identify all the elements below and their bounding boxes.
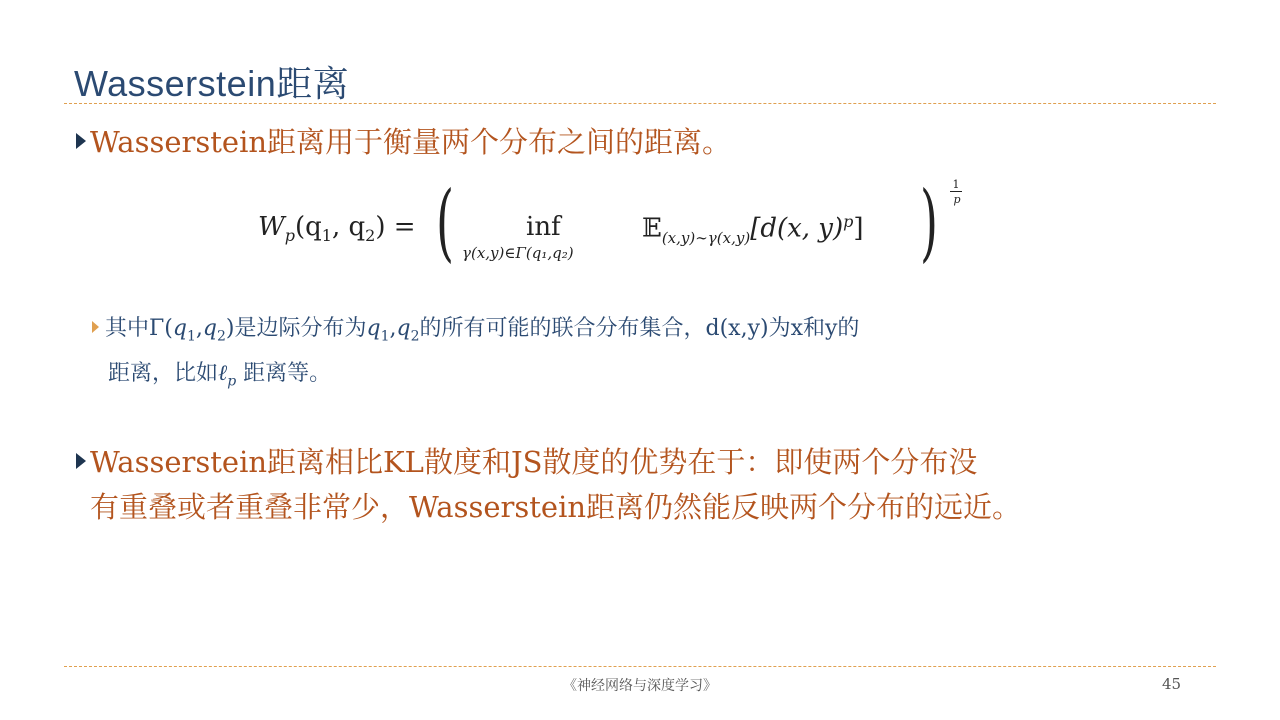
sub-sep-2: , (389, 316, 397, 341)
sub-ell: ℓ (218, 361, 228, 387)
bullet-advantage-line2: 有重叠或者重叠非常少，Wasserstein距离仍然能反映两个分布的远近。 (90, 490, 1022, 524)
formula-expectation-sub: (x,y)∼γ(x,y) (661, 228, 751, 247)
formula-lhs: W (258, 212, 285, 242)
wasserstein-formula (258, 173, 978, 276)
formula-exp-bar (950, 191, 962, 192)
formula-q2-sub: 2 (365, 226, 376, 246)
bullet-definition-text: Wasserstein距离用于衡量两个分布之间的距离。 (90, 125, 732, 159)
sub-bullet-triangle-icon (92, 321, 99, 333)
formula-lhs-sub: p (284, 226, 295, 246)
sub-q2-index: 2 (216, 328, 226, 345)
sub-q2b: q (396, 316, 411, 341)
footer-divider (64, 666, 1216, 667)
sub-q2: q (202, 316, 217, 341)
formula-exp-den: p (953, 193, 961, 206)
bullet-definition (76, 122, 731, 162)
formula-eq: ) = (375, 212, 416, 242)
formula-q1-sub: 1 (321, 226, 332, 246)
right-paren: ) (920, 173, 939, 271)
sub-q1b-index: 1 (380, 328, 390, 345)
sub-text-3: 的所有可能的联合分布集合，d(x,y)为x和y的 (419, 316, 860, 341)
sub-ell-index: p (227, 373, 237, 390)
bullet-advantage-line1: Wasserstein距离相比KL散度和JS散度的优势在于：即使两个分布没 (90, 445, 978, 479)
sub-text-1: 其中Γ( (105, 316, 173, 341)
sub-text-2: )是边际分布为 (225, 316, 367, 341)
formula-body-sup: p (843, 212, 854, 231)
formula-args-open: (q (294, 212, 322, 242)
title-divider (64, 103, 1216, 104)
formula-body: [d(x, y) (750, 213, 844, 244)
sub-q1: q (172, 316, 187, 341)
sub-text-4: 距离，比如 (108, 361, 219, 387)
formula-exp-num: 1 (952, 178, 960, 191)
bullet-triangle-icon (76, 453, 86, 469)
formula-inf: inf (526, 212, 561, 242)
sub-q1-index: 1 (186, 328, 196, 345)
formula-body-close: ] (853, 213, 864, 244)
sub-q1b: q (366, 316, 381, 341)
formula-expectation: 𝔼 (642, 213, 662, 244)
page-number: 45 (1162, 675, 1182, 693)
sub-line-2 (92, 355, 859, 400)
bullet-triangle-icon (76, 133, 86, 149)
bullet-advantage (76, 440, 1021, 530)
formula-inf-sub: γ(x,y)∈Γ(q₁,q₂) (462, 244, 574, 262)
left-paren: ( (436, 173, 455, 271)
sub-text-5: 距离等。 (236, 361, 332, 387)
formula-comma: , q (331, 212, 366, 242)
sub-bullet-gamma (92, 310, 859, 401)
sub-sep: , (195, 316, 203, 341)
slide-title: Wasserstein距离 (74, 63, 350, 104)
sub-q2b-index: 2 (410, 328, 420, 345)
footer-book-title: 《神经网络与深度学习》 (563, 678, 717, 694)
